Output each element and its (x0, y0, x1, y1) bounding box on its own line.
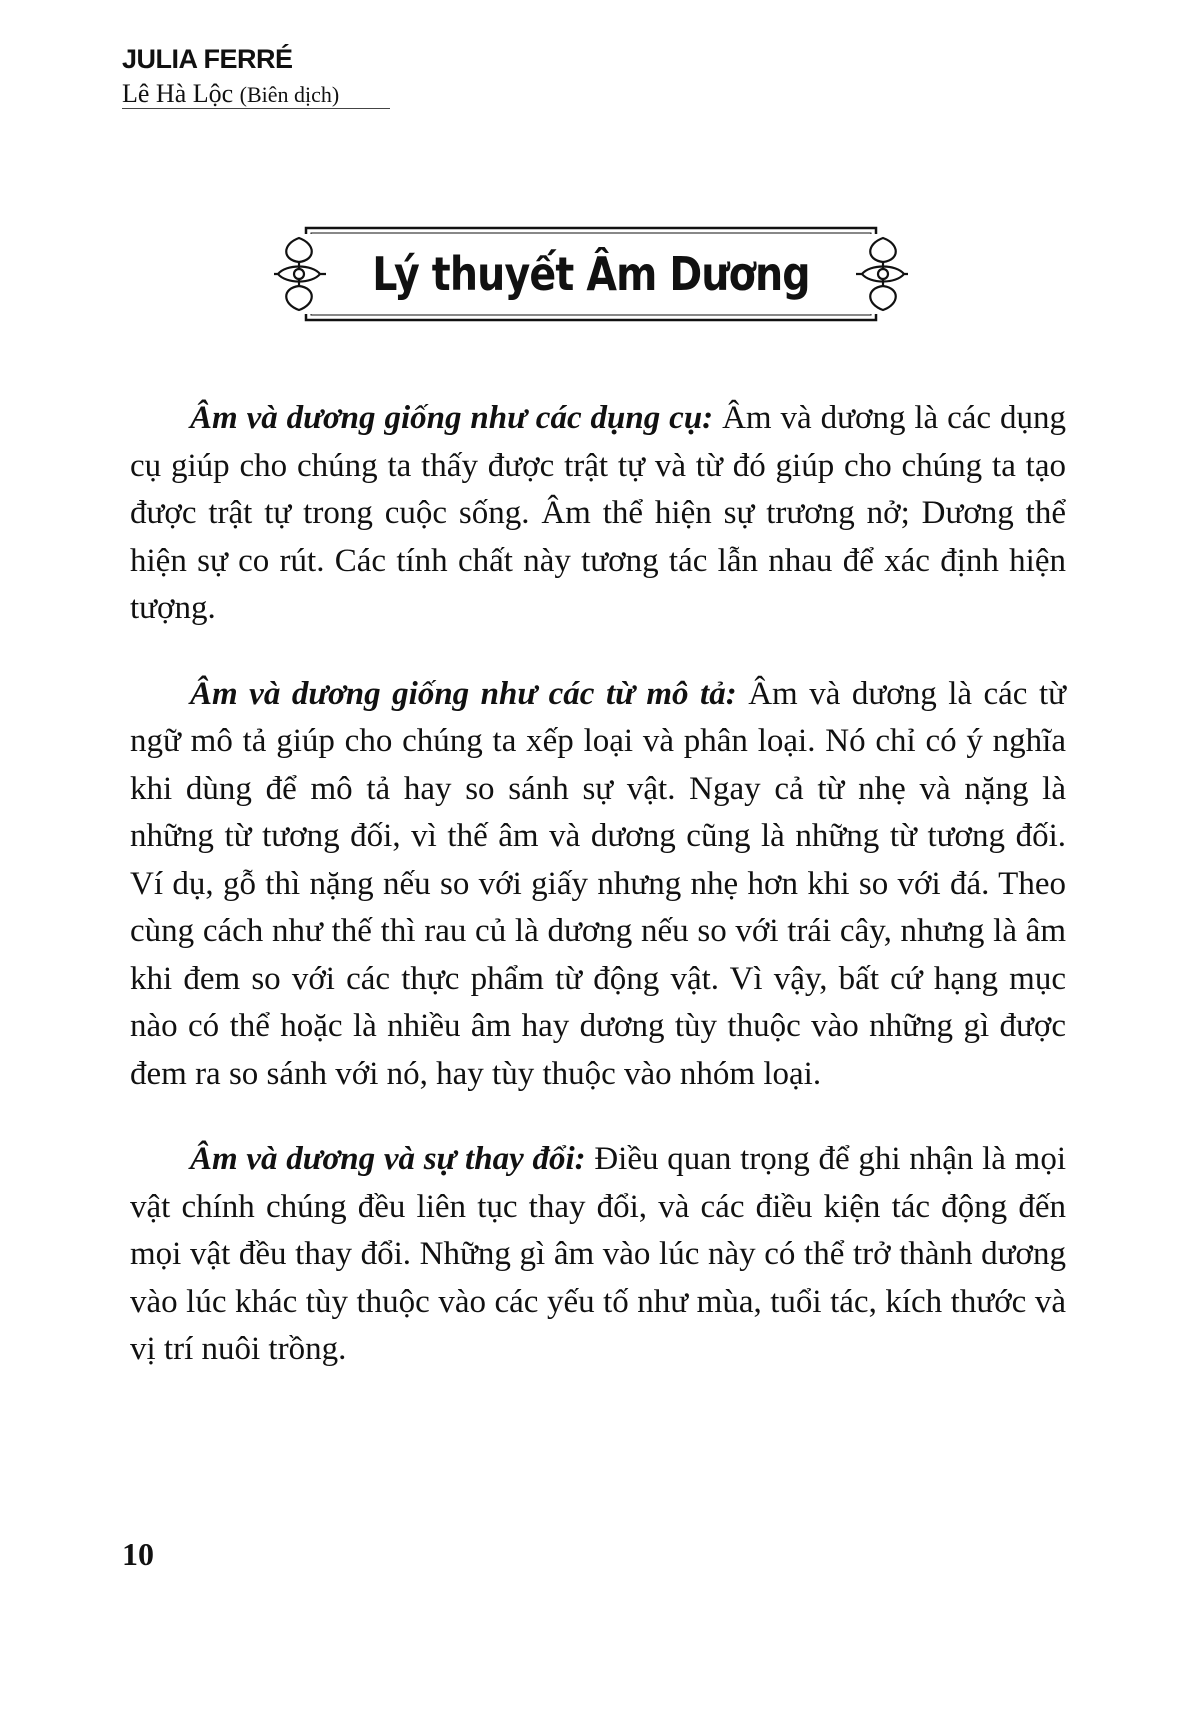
header-rule (122, 108, 390, 109)
body-text (130, 395, 1066, 1412)
right-scroll-ornament-icon (856, 234, 910, 314)
page-number: 10 (122, 1536, 154, 1572)
paragraph-change (130, 1136, 1066, 1374)
paragraph-descriptors (130, 671, 1066, 1099)
paragraph-lead: Âm và dương và sự thay đổi: (190, 1141, 586, 1177)
chapter-title: Lý thuyết Âm Dương (372, 247, 810, 301)
paragraph-text: Âm và dương là các từ ngữ mô tả giúp cho chúng ta xếp loại và phân loại. Nó chỉ có ý nghĩa khi dùng để mô tả hay so sánh sự vật. Ngay cả từ nhẹ và nặng là những từ tương đối, vì thế âm và dương cũng là những từ tương đối. Ví dụ, gỗ thì nặng nếu so với giấy nhưng nhẹ hơn khi so với đá. Theo cùng cách như thế thì rau củ là dương nếu so với trái cây, nhưng là âm khi đem so với các thực phẩm từ động vật. Vì vậy, bất cứ hạng mục nào có thể hoặc là nhiều âm hay dương tùy thuộc vào những gì được đem ra so sánh với nó, hay tùy thuộc vào nhóm loại. (130, 675, 1067, 1092)
translator-role: (Biên dịch) (239, 82, 340, 108)
paragraph-lead: Âm và dương giống như các từ mô tả: (190, 675, 737, 712)
paragraph-lead: Âm và dương giống như các dụng cụ: (190, 400, 714, 436)
paragraph-text: Điều quan trọng để ghi nhận là mọi vật chính chúng đều liên tục thay đổi, và các điều kiện tác động đến mọi vật đều thay đổi. Những gì âm vào lúc này có thể trở thành dương vào lúc khác tùy thuộc vào các yếu tố như mùa, tuổi tác, kích thước và vị trí nuôi trồng. (130, 1141, 1066, 1367)
running-header (122, 44, 339, 109)
translator-name: Lê Hà Lộc (122, 79, 234, 109)
left-scroll-ornament-icon (272, 234, 326, 314)
translator-line (122, 79, 339, 109)
author-name: JULIA FERRÉ (122, 44, 293, 74)
chapter-title-frame (288, 222, 894, 326)
paragraph-text: Âm và dương là các dụng cụ giúp cho chúng ta thấy được trật tự và từ đó giúp cho chúng ta tạo được trật tự trong cuộc sống. Âm thể hiện sự trương nở; Dương thể hiện sự co rút. Các tính chất này tương tác lẫn nhau để xác định hiện tượng. (130, 400, 1066, 626)
paragraph-tools (130, 395, 1066, 633)
